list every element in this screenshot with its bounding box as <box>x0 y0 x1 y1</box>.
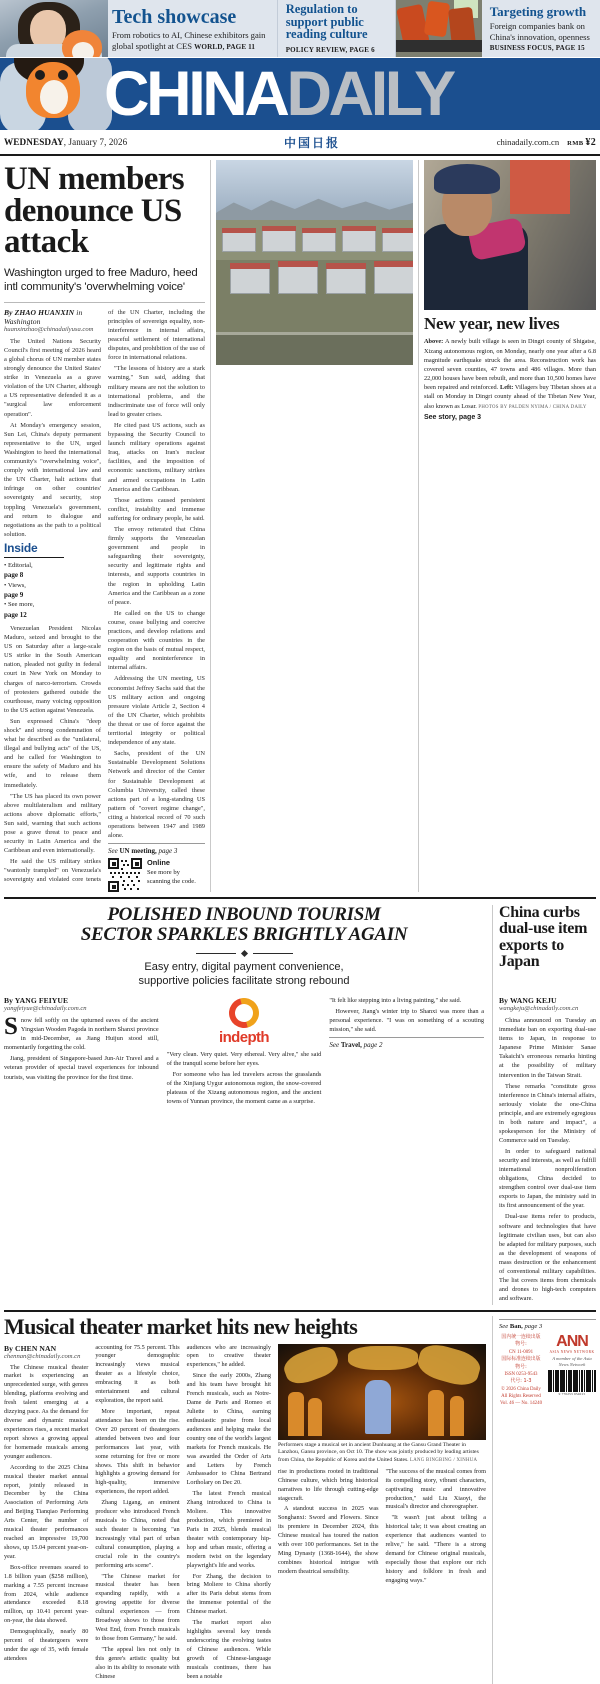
culture-column-1 <box>4 1344 88 1684</box>
promo-headline-2: Targeting growth <box>489 3 587 19</box>
online-desc: See more by scanning the code. <box>147 869 196 886</box>
online-qr-block[interactable] <box>108 858 205 892</box>
japan-byline-email: wangkeju@chinadaily.com.cn <box>499 1005 579 1013</box>
culture-column-3 <box>187 1344 271 1684</box>
indepth-deck-line1: Easy entry, digital payment convenience, <box>144 961 344 974</box>
japan-paragraph: These remarks "constitute gross interference in China's internal affairs, seriously violate the one-China principle, and are extremely egregious in both nature and impact", a spokesperson for the Ministry of Commerce said on Tuesday. <box>499 1082 597 1144</box>
lead-photo-column <box>210 160 418 892</box>
culture-paragraph: "The success of the musical comes from its compelling story, vibrant characters, captivating music and innovative production," said Liu Xiaoyi, the musical's director and choreographer. <box>385 1467 486 1511</box>
indepth-paragraph: "It felt like stepping into a living painting," she said. <box>329 997 462 1005</box>
culture-paragraph: audiences who are increasingly open to creative theater experiences," he added. <box>186 1343 271 1369</box>
indepth-column-3 <box>329 996 484 1305</box>
lead-paragraph: He called on the US to change course, cease bullying and coercive practices, and develop relations and cooperation with countries in the region on the basis of mutual respect, equality and noninterference in internal affairs. <box>108 609 205 672</box>
indepth-headline-line2: SECTOR SPARKLES BRIGHTLY AGAIN <box>80 924 408 946</box>
culture-byline-email: chennan@chinadaily.com.cn <box>4 1352 81 1360</box>
inside-item[interactable]: • Editorial, page 8 <box>4 561 33 580</box>
photo-credit: PHOTOS BY PALDEN NYIMA / CHINA DAILY <box>478 404 587 410</box>
ann-block <box>548 1334 596 1396</box>
inside-box <box>4 541 101 620</box>
online-title: Online <box>147 858 170 868</box>
lead-paragraph: Sun expressed China's "deep shock" and strong condemnation of what he described as the "unilateral, illegal and bullying acts" of the US, and he called for Washington to ensure the safety of Maduro and his wife, and to release them immediately. <box>4 717 101 789</box>
price: RMB ¥2 <box>567 136 596 148</box>
culture-paragraph: accounting for 75.5 percent. This younger demographic increasingly views musical theater as a lifestyle choice, embracing it as both entertainment and cultural exploration, the report said. <box>95 1343 180 1405</box>
promo-photo-ces <box>0 0 108 57</box>
culture-paragraph: Zhang Ligang, an eminent producer who introduced French musicals to China, noted that such theater is becoming "an increasingly vital part of urban cultural consumption, playing a crucial role in the country's performing arts scene". <box>95 1499 180 1569</box>
japan-headline[interactable]: China curbs dual-use item exports to Japan <box>499 904 588 971</box>
lead-paragraph: "The lessons of history are a stark warning," Sun said, adding that military means are not the solution to international problems, and the indiscriminate use of force will only lead to greater crises. <box>108 365 205 418</box>
lead-headline[interactable]: UN members denounce US attack <box>4 161 185 261</box>
culture-headline[interactable]: Musical theater market hits new heights <box>4 1314 358 1340</box>
culture-paragraph: The market report also highlights several key trends underscoring the evolving tastes of Chinese audiences. While growth of Chinese-language musicals continues, there has been a notable <box>186 1619 271 1680</box>
japan-byline: By WANG KEJU <box>499 996 557 1006</box>
right-column <box>418 160 596 892</box>
culture-column-2 <box>95 1344 179 1684</box>
indepth-paragraph: Snow fell softly on the upturned eaves of the ancient Yingxian Wooden Pagoda in northern Shanxi province in mid-December, as Jiang Huijun stood still, momentarily forgetting the cold. <box>4 1013 159 1052</box>
barcode-number: 9 770253 954015 <box>558 1392 586 1397</box>
japan-see-also[interactable]: See Ban, page 3 <box>499 1319 596 1330</box>
culture-paragraph: "The appeal lies not only in this genre's artistic quality but also in its ability to resonate with Chinese <box>95 1645 180 1680</box>
colophon-line: Vol. 46 — No. 14240 <box>499 1401 543 1407</box>
colophon-text <box>499 1334 543 1408</box>
lead-story <box>4 160 210 892</box>
lead-paragraph: Addressing the UN meeting, US economist Jeffrey Sachs said that the US military action and ongoing pressure violate Article 2, Section 4 of the UN Charter, which prohibits the threat or use of force against the territorial integrity or political independence of any state. <box>108 675 205 747</box>
right-feature-see-story[interactable]: See story, page 3 <box>424 413 482 421</box>
promo-headline-0: Tech showcase <box>112 5 237 28</box>
qr-code-icon[interactable] <box>108 858 142 892</box>
caption-above-text: A newly built village is seen in Dingri county of Shigatse, Xizang autonomous region, on Monday, nearly one year after a 6.8 magnitude earthquake struck the area. Reconstruction work has covered seven counties, 47 towns and 486 villages. More than 22,000 houses have been rebuilt, and more than 10,500 homes have been repaired and reinforced. <box>424 338 596 392</box>
top-promo-strip <box>0 0 600 58</box>
colophon-column <box>492 1316 596 1684</box>
indepth-columns <box>4 996 596 1305</box>
ornament-divider <box>4 951 484 956</box>
right-feature-headline[interactable]: New year, new lives <box>424 314 560 333</box>
promo-ref-0: WORLD, PAGE 11 <box>194 42 256 51</box>
indepth-deck-line2: supportive policies facilitate strong rebound <box>138 975 350 988</box>
masthead-title-china: CHINA <box>104 59 287 129</box>
indepth-paragraph: However, Jiang's winter trip to Shanxi was more than a personal experience. "I was on something of a scouting mission," she said. <box>329 1008 485 1034</box>
culture-paragraph: According to the 2025 China musical theater market annual report, jointly released in December by the China Association of Performing Arts and Beijing Tianqiao Performing Arts Center, the number of musical theater performances reached an impressive 19,700 shows, up 15.04 percent year-on-year. <box>4 1463 89 1560</box>
lead-paragraph: He cited past US actions, such as bypassing the Security Council to launch military operations against Iraq, attacks on Iran's nuclear facilities, and the imposition of economic sanctions, military strikes and armed occupations in Latin America and the Caribbean. <box>108 421 205 493</box>
colophon-line: All Rights Reserved <box>501 1393 541 1399</box>
culture-paragraph: rise in productions rooted in traditional Chinese culture, which bring historical narratives to life through cutting-edge stagecraft. <box>277 1467 379 1502</box>
promo-sub-0: From robotics to AI, Chinese exhibitors gain global spotlight at CES WORLD, PAGE 11 <box>112 30 266 51</box>
photo-villager-shoes <box>424 160 596 310</box>
masthead <box>0 58 600 130</box>
indepth-feature <box>4 897 596 1305</box>
culture-paragraph: More important, repeat attendance has been on the rise. Over 20 percent of theatergoers attended between two and four performances last year, with some returning for five or more shows. This shift in behavior highlights a growing demand for high-quality, immersive experiences, the report added. <box>95 1407 180 1496</box>
japan-story <box>492 996 596 1305</box>
culture-paragraph: Since the early 2000s, Zhang and his team have brought hit French musicals, such as Notre-Dame de Paris and Romeo et Juliette to China, earning enthusiastic praise from local audiences and helping make the country one of the world's largest markets for French musicals. He was awarded the Order of Arts and Letters by French Ambassador to China Bertrand Lortholary on Dec 20. <box>186 1372 271 1487</box>
indepth-headline-line1: POLISHED INBOUND TOURISM <box>107 904 381 926</box>
japan-paragraph: China announced on Tuesday an immediate ban on exporting dual-use items to Japan, in response to Japanese Prime Minister Sanae Takaichi's erroneous remarks hinting at the possibility of military intervention in the Taiwan Strait. <box>499 1017 597 1079</box>
culture-paragraph: "The Chinese market for musical theater has been expanding rapidly, with a growing appetite for diverse cultural experiences — from Broadway shows to those from West End, from French musicals to those from Germany," he said. <box>95 1572 180 1643</box>
online-text <box>147 858 205 887</box>
japan-paragraph: In order to safeguard national security and interests, as well as fulfill international nonproliferation obligations, China decided to strengthen control over dual-use item exports to Japan, the ministry said in its first announcement of the year. <box>499 1148 597 1210</box>
lead-paragraph: Sachs, president of the UN Sustainable Development Solutions Network and director of the Center for Sustainable Development at Columbia University, called these actions part of a long-standing US pattern of "covert regime change", citing a historical record of 70 such operations between 1947 and 1989 alone. <box>108 750 205 840</box>
lead-paragraph: He said the US military strikes "wantonly trampled" on Venezuela's sovereignty and violated core tenets of the UN Charter, including the principles of sovereign equality, non-interference in internal affairs, peaceful settlement of international disputes, and prohibition of the use of force in international relations. <box>4 308 205 884</box>
promo-sub-2: Foreign companies bank on China's innovation, openness <box>489 21 590 42</box>
culture-byline: By CHEN NAN <box>4 1343 57 1353</box>
japan-paragraph: Dual-use items refer to products, software and technologies that have legitimate civilian uses, but can also be adapted for military purposes, such as the development of weapons of mass destruction or the enhancement of conventional military capabilities. The list covers items from chemicals and drones to high-tech computers and software. <box>499 1213 597 1303</box>
right-feature-caption <box>424 337 596 411</box>
indepth-deck <box>4 961 484 989</box>
indepth-wordmark: indepth <box>219 1029 269 1047</box>
colophon-line: CN 11-0091 <box>508 1349 534 1355</box>
lead-paragraph: At Monday's emergency session, Sun Lei, China's deputy permanent representative to the UN, urged Washington to heed the international community's "overwhelming voice", comply with international law and the UN Charter, halt actions that infringe on other countries' sovereignty and security, stop toppling Venezuela's government, and return to dialogue and negotiations as the path to a political solution. <box>4 421 101 538</box>
lead-paragraph: The envoy reiterated that China firmly supports the Venezuelan government and people in safeguarding their sovereignty, security and legitimate rights and interests, and supports countries in the region in upholding Latin America and the Caribbean as a zone of peace. <box>108 525 205 606</box>
colophon-line: ISSN 0253-9543 <box>504 1371 538 1377</box>
promo-photo-robotics <box>396 0 482 57</box>
culture-column-4b <box>385 1468 486 1588</box>
colophon-line: 代号: 1-3 <box>510 1378 532 1385</box>
lead-byline-email: huanxinzhao@chinadailyusa.com <box>4 325 94 333</box>
culture-photo-credit: LANG BINGBING / XINHUA <box>410 1458 478 1464</box>
lead-paragraph: Venezuelan President Nicolas Maduro, seized and brought to the US on Saturday after a large-scale US strike in the South American nation, pleaded not guilty in federal court in New York on Monday to charges of narco-terrorism. Crowds of protesters gathered outside the courthouse, many voicing opposition to the US action against Venezuela. <box>4 624 101 714</box>
promo-item-tech-showcase[interactable] <box>108 0 278 57</box>
lead-see-also[interactable]: See UN meeting, page 3 <box>108 847 178 856</box>
culture-paragraph: Demographically, nearly 80 percent of theatergoers were under the age of 35, with female attendees <box>4 1628 89 1663</box>
indepth-paragraph: For someone who has led travelers across the grasslands of the Xinjiang Uygur autonomous region, the snow-covered plateaus of the Xizang autonomous region, and the ancient towns of Yunnan province, the moment came as a surprise. <box>166 1071 322 1106</box>
culture-paragraph: A standout success in 2025 was Songhanxi: Sword and Flowers. Since its premiere in December 2024, this Chinese musical has toured the nation with over 100 performances. Set in the Ming Dynasty (1368-1644), the show combines historical intrigue with modern theatrical sensibility. <box>277 1505 379 1575</box>
culture-section <box>4 1310 596 1684</box>
indepth-logo <box>167 996 322 1050</box>
inside-item[interactable]: • Views, page 9 <box>4 581 26 600</box>
colophon <box>499 1334 596 1408</box>
culture-paragraph: "It wasn't just about telling a historical tale; it was about creating an experience that audiences wanted to relive," he said. "There is a strong demand for Chinese original musicals, especially those that explore our rich history and folklore in fresh and engaging ways." <box>385 1514 486 1584</box>
culture-photo-caption: Performers stage a musical set in ancient Dunhuang at the Gansu Grand Theater in Lanzhou, Gansu province, on Oct 10. The show was jointly produced by leading artistes from China, the Republic of Korea and the United States. LANG BINGBING / XINHUA <box>277 1441 479 1464</box>
divider <box>4 302 205 303</box>
lead-paragraph: Those actions caused persistent conflict, instability and immense suffering for ordinary people, he said. <box>108 496 205 522</box>
indepth-byline-email: yangfeiyue@chinadaily.com.cn <box>4 1005 87 1013</box>
promo-item-targeting-growth[interactable] <box>482 0 600 57</box>
masthead-photo <box>0 58 112 130</box>
promo-headline-1: Regulation to support public reading culture <box>285 1 368 42</box>
promo-ref-1: POLICY REVIEW, PAGE 6 <box>285 46 375 55</box>
culture-paragraph: Box-office revenues soared to 1.8 billion yuan ($258 million), marking a 7.55 percent increase from 2024, while audience attendance exceeded 8.18 million, up 10.41 percent year-on-year, the data showed. <box>4 1563 89 1625</box>
culture-paragraph: The latest French musical Zhang introduced to China is Moliere. This innovative production, which premiered in Paris in 2025, blends musical theater with contemporary hip-hop and urban music, offering a modern twist on the legendary playwright's life and works. <box>186 1490 271 1569</box>
barcode <box>548 1370 596 1392</box>
website-url[interactable]: chinadaily.com.cn <box>496 136 560 147</box>
photo-village-dingri <box>216 160 413 365</box>
masthead-chinese-name: 中国日报 <box>283 135 340 150</box>
colophon-line: © 2026 China Daily <box>501 1386 541 1392</box>
publication-weekday: WEDNESDAY <box>4 137 64 147</box>
inside-box-title: Inside <box>4 540 38 555</box>
indepth-ring-icon <box>224 993 265 1034</box>
publication-date-value: , January 7, 2026 <box>63 137 128 147</box>
ann-sublabel: ASIA NEWS NETWORK <box>549 1350 595 1355</box>
indepth-paragraph: "Very clean. Very quiet. Very ethereal. Very alive," she said of the tranquil scene before her eyes. <box>166 1051 322 1068</box>
lead-body <box>4 308 205 892</box>
promo-item-regulation[interactable] <box>278 0 396 57</box>
promo-ref-2: BUSINESS FOCUS, PAGE 15 <box>489 44 585 53</box>
culture-column-4a <box>278 1468 379 1588</box>
indepth-column-2 <box>167 996 322 1305</box>
masthead-title <box>104 60 596 128</box>
caption-left-label: Left: <box>500 384 514 392</box>
lead-paragraph: The United Nations Security Council's first meeting of 2026 heard a global chorus of UN member states strongly denounce the United States' strike in Venezuela as a grave violation of the UN Charter, although a US representative defended it as a "surgical law enforcement operation". <box>4 337 101 418</box>
culture-paragraph: The Chinese musical theater market is experiencing an unprecedented surge, with genres blending, platforms evolving and fresh talent emerging at a dizzying pace. As the demand for diverse and dynamic musical experiences rises, a recent market report shows a growing appeal for homemade musicals among younger audiences. <box>4 1363 89 1460</box>
culture-paragraph: For Zhang, the decision to bring Moliere to China shortly after its Paris debut stems from the immense potential of the Chinese market. <box>186 1572 271 1616</box>
masthead-title-daily: DAILY <box>286 59 453 129</box>
indepth-byline: By YANG FEIYUE <box>4 996 69 1006</box>
colophon-line: 国际标准连续出版物号: <box>501 1356 541 1370</box>
indepth-paragraph: Jiang, president of Singapore-based Jun-Air Travel and a veteran provider of special travel experiences for inbound tourists, was visiting the province for the first time. <box>4 1055 159 1081</box>
caption-above-label: Above: <box>424 338 444 346</box>
indepth-see-also[interactable]: See Travel, page 2 <box>329 1041 383 1050</box>
date-bar <box>0 130 600 156</box>
indepth-column-1 <box>4 996 159 1305</box>
lead-byline: By ZHAO HUANXIN in Washington <box>4 307 83 326</box>
ann-logo: ANN <box>556 1333 588 1351</box>
lead-paragraph: "The US has placed its own power above multilateralism and military actions above diplomatic efforts," Sun said, warning that such actions pose a grave threat to peace and security in Latin America and the Caribbean and even internationally. <box>4 792 101 855</box>
publication-date <box>4 137 127 147</box>
ann-member-text: A member of the Asia News Network <box>552 1356 592 1368</box>
photo-dunhuang-musical <box>278 1344 486 1440</box>
indepth-headline[interactable] <box>4 905 484 945</box>
culture-photo-column <box>278 1344 486 1684</box>
caption-left-text: Villagers buy Tibetan shoes at a stall on Monday in Dingri county ahead of the Tibetan New Year, also known as Losar. <box>424 384 596 410</box>
main-content <box>0 156 600 892</box>
culture-story <box>4 1316 492 1684</box>
lead-deck: Washington urged to free Maduro, heed intl community's 'overwhelming voice' <box>4 267 198 293</box>
inside-item[interactable]: • See more, page 12 <box>4 601 35 619</box>
colophon-line: 国内统一连续出版物号: <box>501 1334 541 1348</box>
